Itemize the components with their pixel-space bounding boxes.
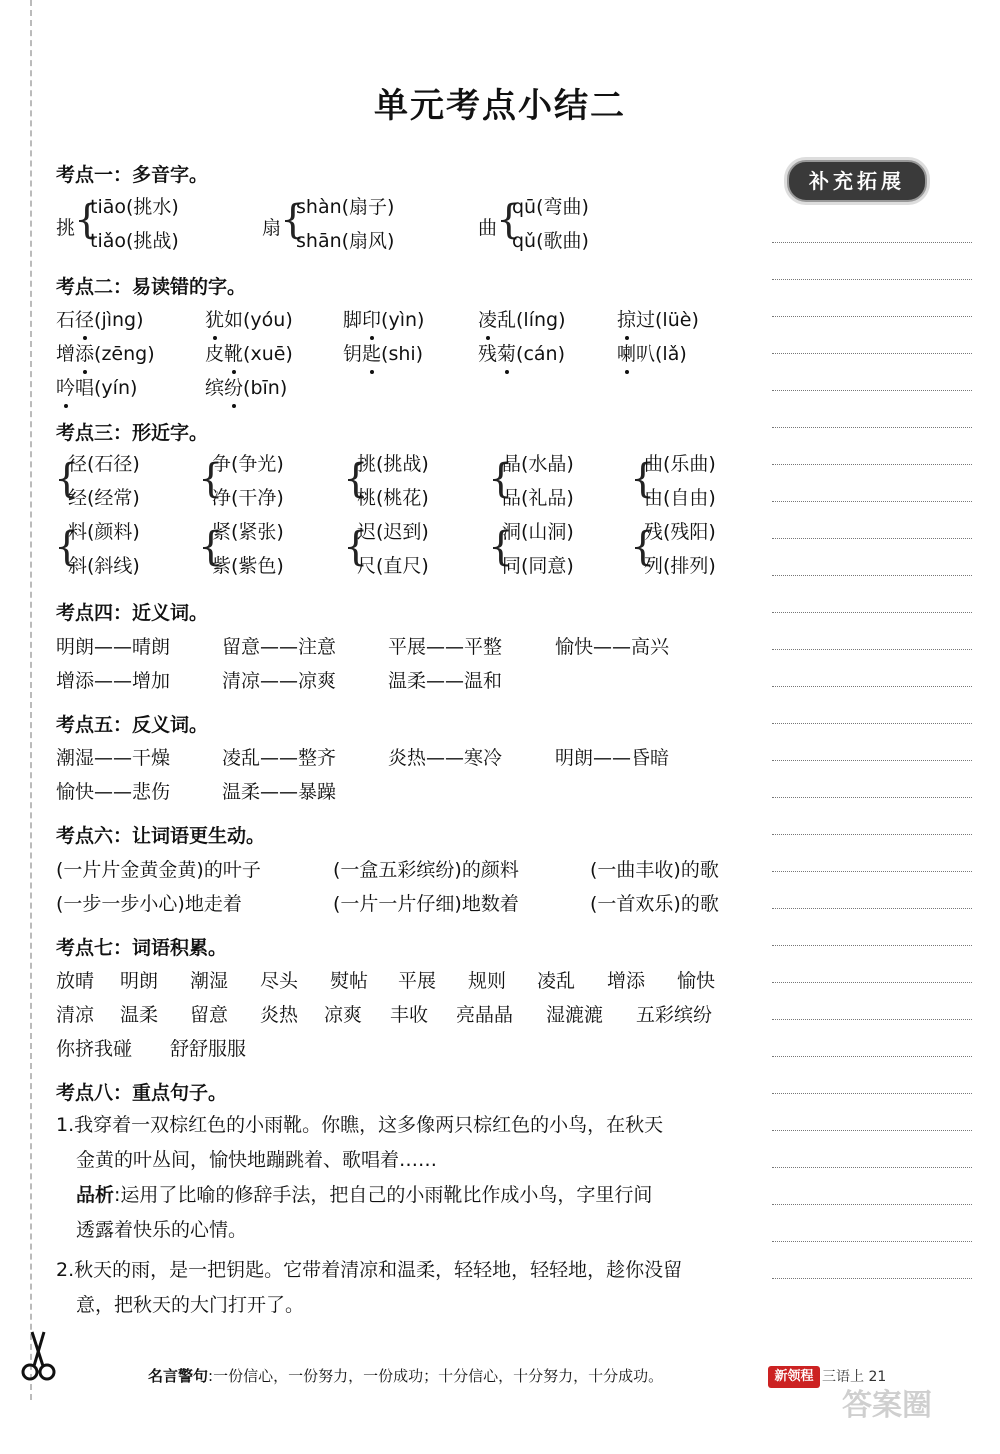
analysis-line-1 (76, 1178, 652, 1212)
misread-char-item (56, 339, 155, 366)
polyphone-reading: shàn(扇子) (296, 196, 395, 218)
emphasized-char: 吟 (56, 373, 75, 400)
cut-line (30, 0, 32, 1400)
note-line (772, 427, 972, 428)
note-line (772, 1093, 972, 1094)
similar-char: 争(争光) (212, 453, 284, 475)
vocab-word: 平展 (398, 970, 437, 992)
antonym-pair: 明朗——昏暗 (555, 747, 670, 769)
vivid-phrase: (一片一片仔细)地数着 (333, 893, 519, 915)
antonym-pair: 凌乱——整齐 (222, 747, 337, 769)
emphasized-char: 犹 (205, 305, 224, 332)
misread-char-item (205, 373, 287, 400)
polyphone-reading: tiǎo(挑战) (90, 230, 179, 252)
polyphone-reading: qǔ(歌曲) (512, 230, 589, 252)
pinyin-text: (xuē) (243, 343, 293, 365)
vocab-word: 丰收 (390, 1004, 429, 1026)
vocab-word: 留意 (190, 1004, 229, 1026)
section-heading-2: 考点二：易读错的字。 (56, 276, 247, 298)
synonym-pair: 平展——平整 (388, 636, 503, 658)
similar-char: 挑(挑战) (357, 453, 429, 475)
vocab-word: 熨帖 (330, 970, 369, 992)
pinyin-text: 乱(líng) (497, 309, 566, 331)
antonym-pair: 愉快——悲伤 (56, 781, 171, 803)
note-line (772, 612, 972, 613)
similar-char: 料(颜料) (68, 521, 140, 543)
emphasized-char: 纷 (224, 373, 243, 400)
vocab-word: 温柔 (120, 1004, 159, 1026)
emphasized-char: 靴 (224, 339, 243, 366)
polyphone-reading: qū(弯曲) (512, 196, 589, 218)
similar-char: 品(礼品) (502, 487, 574, 509)
pinyin-text: (zēng) (94, 343, 155, 365)
brace-icon: { (630, 456, 656, 502)
char-text: 缤 (205, 377, 225, 399)
emphasized-char: 菊 (497, 339, 516, 366)
vocab-word: 愉快 (677, 970, 716, 992)
synonym-pair: 增添——增加 (56, 670, 171, 692)
antonym-pair: 炎热——寒冷 (388, 747, 503, 769)
note-line (772, 834, 972, 835)
vocab-word: 你挤我碰 (56, 1038, 133, 1060)
misread-char-item (617, 305, 699, 332)
section-heading-4: 考点四：近义词。 (56, 602, 209, 624)
vocab-word: 明朗 (120, 970, 159, 992)
similar-char: 残(残阳) (644, 521, 716, 543)
brace-icon: { (630, 524, 656, 570)
brace-icon: { (198, 456, 224, 502)
brace-icon: { (54, 524, 80, 570)
watermark: 答案圈 (842, 1388, 932, 1423)
note-line (772, 686, 972, 687)
emphasized-char: 径 (75, 305, 94, 332)
similar-char: 尺(直尺) (357, 555, 429, 577)
note-line (772, 760, 972, 761)
char-text: 增 (56, 343, 76, 365)
section-heading-6: 考点六：让词语更生动。 (56, 825, 266, 847)
char-text: 皮 (205, 343, 225, 365)
vivid-phrase: (一盒五彩缤纷)的颜料 (333, 859, 519, 881)
similar-char: 经(经常) (68, 487, 140, 509)
note-line (772, 242, 972, 243)
char-text: 石 (56, 309, 76, 331)
scissors-icon (20, 1328, 58, 1384)
brace-icon: { (496, 197, 522, 243)
misread-char-item (205, 305, 293, 332)
pinyin-text: (bīn) (243, 377, 288, 399)
note-line (772, 908, 972, 909)
emphasized-char: 喇 (617, 339, 636, 366)
section-heading-5: 考点五：反义词。 (56, 714, 209, 736)
pinyin-text: 如(yóu) (224, 309, 293, 331)
polyphone-char: 扇 (262, 217, 282, 239)
note-line (772, 501, 972, 502)
vocab-word: 亮晶晶 (456, 1004, 514, 1026)
similar-char: 桃(桃花) (357, 487, 429, 509)
vocab-word: 增添 (607, 970, 646, 992)
vocab-word: 规则 (468, 970, 507, 992)
char-text: 脚 (343, 309, 363, 331)
key-sentence-1-line-2: 金黄的叶丛间，愉快地蹦跳着、歌唱着…… (76, 1149, 438, 1171)
brace-icon: { (280, 197, 306, 243)
vivid-phrase: (一曲丰收)的歌 (590, 859, 719, 881)
polyphone-char: 曲 (478, 217, 498, 239)
pinyin-text: 叭(lǎ) (636, 343, 687, 365)
page-title: 单元考点小结二 (374, 86, 626, 126)
analysis-text: :运用了比喻的修辞手法，把自己的小雨靴比作成小鸟，字里行间 (114, 1184, 653, 1206)
pinyin-text: (jìng) (94, 309, 144, 331)
brace-icon: { (54, 456, 80, 502)
emphasized-char: 添 (75, 339, 94, 366)
note-line (772, 316, 972, 317)
page-number: 三语上 21 (822, 1369, 887, 1385)
similar-char: 由(自由) (644, 487, 716, 509)
note-line (772, 575, 972, 576)
note-line (772, 871, 972, 872)
similar-char: 净(干净) (212, 487, 284, 509)
note-line (772, 1278, 972, 1279)
misread-char-item (343, 305, 424, 332)
misread-char-item (205, 339, 293, 366)
key-sentence-1-line-1: 1.我穿着一双棕红色的小雨靴。你瞧，这多像两只棕红色的小鸟，在秋天 (56, 1114, 664, 1136)
vocab-word: 五彩缤纷 (636, 1004, 713, 1026)
antonym-pair: 潮湿——干燥 (56, 747, 171, 769)
vocab-word: 凌乱 (537, 970, 576, 992)
emphasized-char: 印 (362, 305, 381, 332)
similar-char: 斜(斜线) (68, 555, 140, 577)
pinyin-text: (yìn) (381, 309, 425, 331)
footer-text: :一份信心，一份努力，一份成功；十分信心，十分努力，十分成功。 (208, 1367, 664, 1385)
section-heading-8: 考点八：重点句子。 (56, 1082, 228, 1104)
note-line (772, 279, 972, 280)
brace-icon: { (488, 456, 514, 502)
vocab-word: 凉爽 (324, 1004, 363, 1026)
footer-label: 名言警句 (148, 1367, 209, 1385)
pinyin-text: 唱(yín) (75, 377, 138, 399)
vocab-word: 炎热 (260, 1004, 299, 1026)
note-line (772, 945, 972, 946)
misread-char-item (56, 373, 137, 400)
brace-icon: { (488, 524, 514, 570)
pinyin-text: (shi) (381, 343, 424, 365)
similar-char: 紫(紫色) (212, 555, 284, 577)
pinyin-text: (cán) (516, 343, 565, 365)
vocab-word: 放晴 (56, 970, 95, 992)
similar-char: 同(同意) (502, 555, 574, 577)
misread-char-item (478, 305, 566, 332)
note-line (772, 353, 972, 354)
key-sentence-2-line-2: 意，把秋天的大门打开了。 (76, 1294, 305, 1316)
brand-logo: 新领程 (768, 1366, 820, 1388)
misread-char-item (478, 339, 565, 366)
note-line (772, 390, 972, 391)
footer-quote (148, 1365, 663, 1386)
synonym-pair: 愉快——高兴 (555, 636, 670, 658)
note-line (772, 538, 972, 539)
similar-char: 曲(乐曲) (644, 453, 716, 475)
brace-icon: { (74, 197, 100, 243)
emphasized-char: 匙 (362, 339, 381, 366)
misread-char-item (343, 339, 423, 366)
vivid-phrase: (一首欢乐)的歌 (590, 893, 719, 915)
emphasized-char: 凌 (478, 305, 497, 332)
similar-char: 迟(迟到) (357, 521, 429, 543)
emphasized-char: 掠 (617, 305, 636, 332)
pinyin-text: 过(lüè) (636, 309, 699, 331)
section-heading-3: 考点三：形近字。 (56, 422, 209, 444)
similar-char: 晶(水晶) (502, 453, 574, 475)
vocab-word: 清凉 (56, 1004, 95, 1026)
similar-char: 洞(山洞) (502, 521, 574, 543)
note-line (772, 723, 972, 724)
brace-icon: { (343, 524, 369, 570)
antonym-pair: 温柔——暴躁 (222, 781, 337, 803)
polyphone-char: 挑 (56, 217, 76, 239)
vocab-word: 尽头 (260, 970, 299, 992)
vocab-word: 湿漉漉 (546, 1004, 604, 1026)
note-line (772, 1130, 972, 1131)
synonym-pair: 温柔——温和 (388, 670, 503, 692)
note-line (772, 982, 972, 983)
vocab-word: 舒舒服服 (170, 1038, 247, 1060)
vivid-phrase: (一步一步小心)地走着 (56, 893, 242, 915)
brace-icon: { (343, 456, 369, 502)
key-sentence-2-line-1: 2.秋天的雨，是一把钥匙。它带着清凉和温柔，轻轻地，轻轻地，趁你没留 (56, 1259, 683, 1281)
similar-char: 紧(紧张) (212, 521, 284, 543)
note-line (772, 1241, 972, 1242)
similar-char: 径(石径) (68, 453, 140, 475)
polyphone-reading: tiāo(挑水) (90, 196, 179, 218)
vivid-phrase: (一片片金黄金黄)的叶子 (56, 859, 261, 881)
note-line (772, 1167, 972, 1168)
char-text: 钥 (343, 343, 363, 365)
brace-icon: { (198, 524, 224, 570)
vocab-word: 潮湿 (190, 970, 229, 992)
section-heading-7: 考点七：词语积累。 (56, 937, 228, 959)
note-line (772, 464, 972, 465)
analysis-line-2: 透露着快乐的心情。 (76, 1219, 248, 1241)
note-line (772, 649, 972, 650)
synonym-pair: 明朗——晴朗 (56, 636, 171, 658)
synonym-pair: 清凉——凉爽 (222, 670, 337, 692)
polyphone-reading: shān(扇风) (296, 230, 395, 252)
supplement-badge: 补充拓展 (787, 160, 927, 202)
section-heading-1: 考点一：多音字。 (56, 164, 209, 186)
note-line (772, 1056, 972, 1057)
note-line (772, 1204, 972, 1205)
note-line (772, 1019, 972, 1020)
note-line (772, 797, 972, 798)
char-text: 残 (478, 343, 498, 365)
synonym-pair: 留意——注意 (222, 636, 337, 658)
similar-char: 列(排列) (644, 555, 716, 577)
analysis-label: 品析 (76, 1184, 115, 1206)
misread-char-item (56, 305, 144, 332)
misread-char-item (617, 339, 687, 366)
